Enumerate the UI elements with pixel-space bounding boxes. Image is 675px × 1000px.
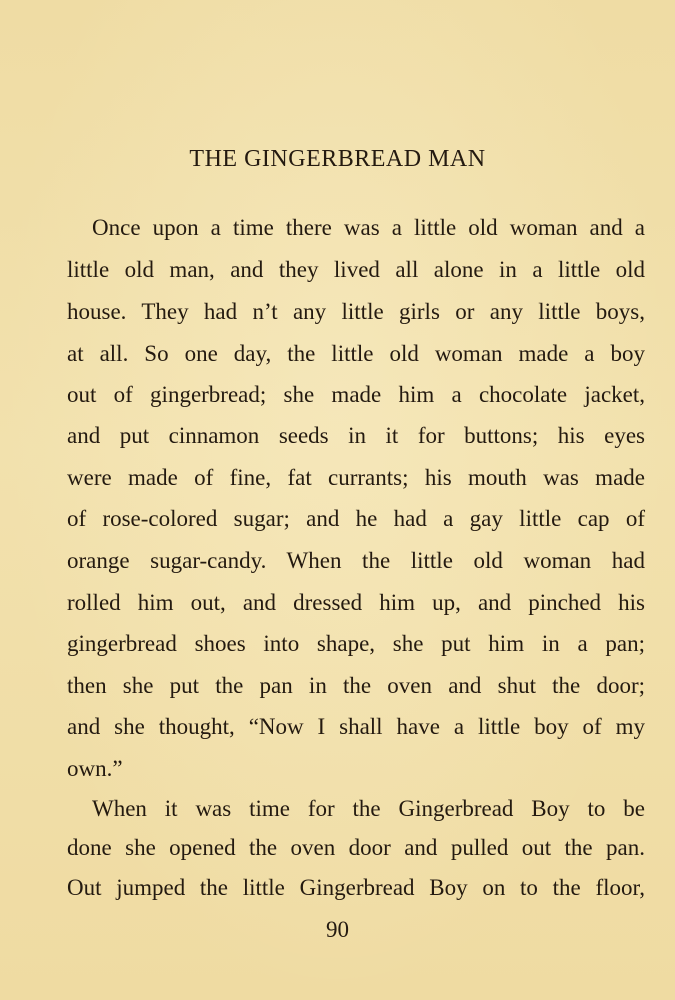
text-line-10: rolled him out, and dressed him up, and pinched his bbox=[67, 590, 645, 615]
text-line-11: gingerbread shoes into shape, she put him in a pan; bbox=[67, 631, 645, 656]
text-line-6: and put cinnamon seeds in it for buttons; his eyes bbox=[67, 423, 645, 448]
text-line-15: When it was time for the Gingerbread Boy to be bbox=[92, 796, 645, 821]
text-line-3: house. They had n’t any little girls or any little boys, bbox=[67, 299, 645, 324]
text-line-8: of rose-colored sugar; and he had a gay little cap of bbox=[67, 506, 645, 531]
text-line-14: own.” bbox=[67, 756, 123, 781]
text-line-16: done she opened the oven door and pulled out the pan. bbox=[67, 835, 645, 860]
text-line-5: out of gingerbread; she made him a chocolate jacket, bbox=[67, 382, 645, 407]
text-line-9: orange sugar-candy. When the little old woman had bbox=[67, 548, 645, 573]
text-line-7: were made of fine, fat currants; his mouth was made bbox=[67, 465, 645, 490]
text-line-13: and she thought, “Now I shall have a little boy of my bbox=[67, 714, 645, 739]
text-line-2: little old man, and they lived all alone in a little old bbox=[67, 257, 645, 282]
text-line-1: Once upon a time there was a little old woman and a bbox=[92, 215, 645, 240]
page-title: THE GINGERBREAD MAN bbox=[189, 146, 486, 172]
text-line-12: then she put the pan in the oven and shut the door; bbox=[67, 673, 645, 698]
page-number: 90 bbox=[326, 917, 349, 942]
text-line-17: Out jumped the little Gingerbread Boy on to the floor, bbox=[67, 875, 645, 900]
text-line-4: at all. So one day, the little old woman made a boy bbox=[67, 341, 645, 366]
